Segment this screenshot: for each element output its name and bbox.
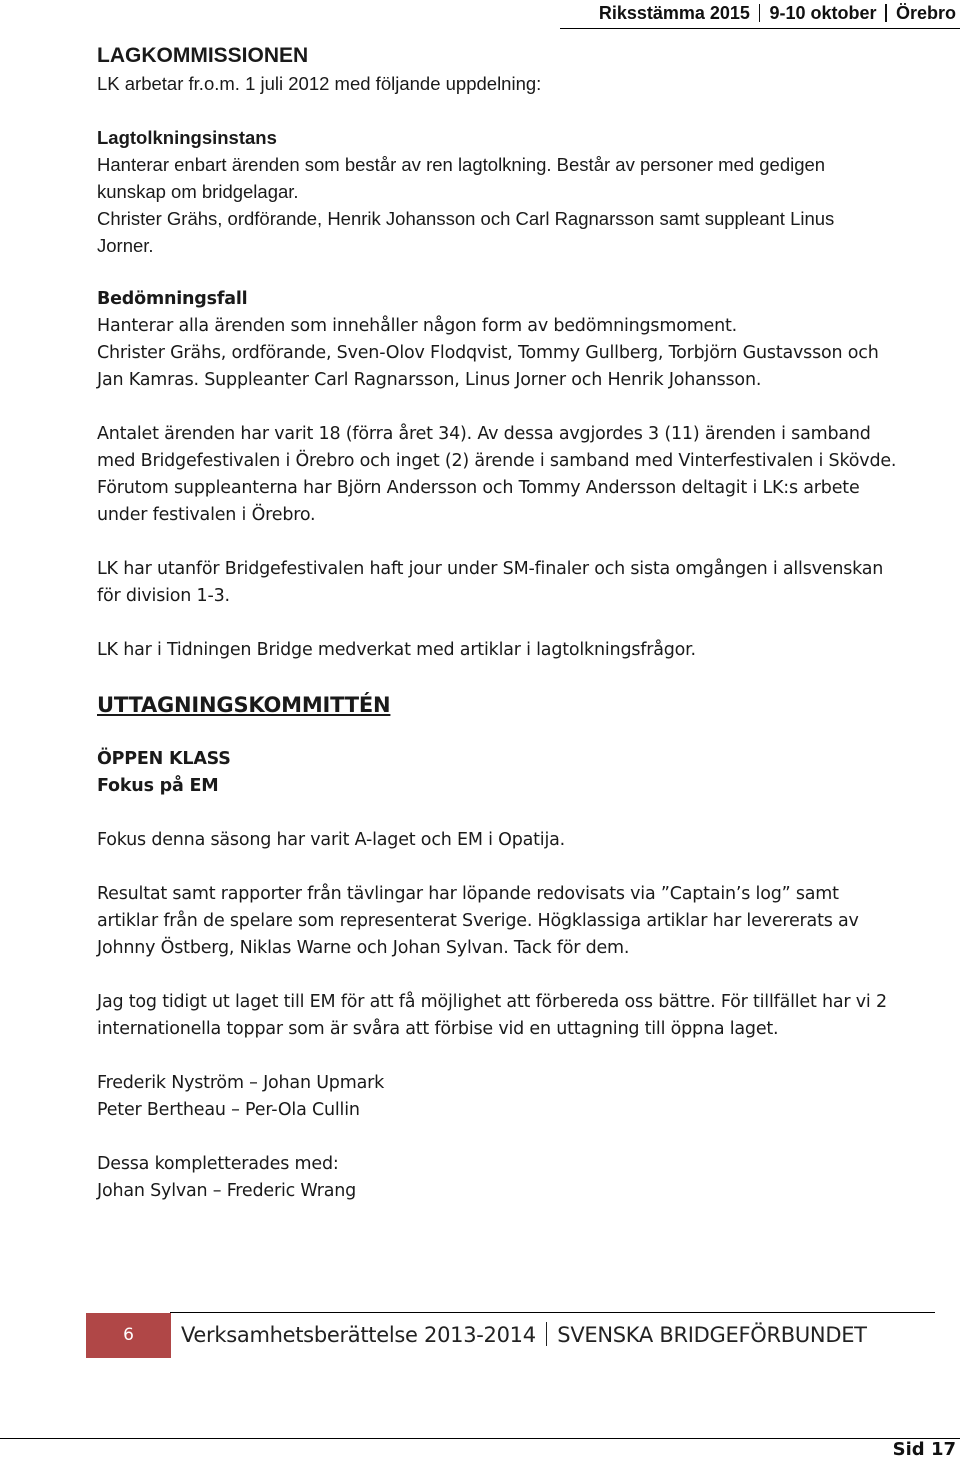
lk-section-body	[97, 259, 937, 1205]
stats-line-3: Förutom suppleanterna har Björn Andersson och Tommy Andersson deltagit i LK:s arbete	[97, 478, 860, 498]
footer-rule	[170, 1312, 935, 1313]
stats-line-4: under festivalen i Örebro.	[97, 505, 316, 525]
bedomning-heading: Bedömningsfall	[97, 289, 248, 309]
stats-line-1: Antalet ärenden har varit 18 (förra året 34). Av dessa avgjordes 3 (11) ärenden i samband	[97, 424, 871, 444]
focus-text: Fokus denna säsong har varit A-laget och EM i Opatija.	[97, 830, 566, 850]
results-line-3: Johnny Östberg, Niklas Warne och Johan Sylvan. Tack för dem.	[97, 938, 630, 958]
footer-separator	[546, 1322, 548, 1346]
tidning-line: LK har i Tidningen Bridge medverkat med artiklar i lagtolkningsfrågor.	[97, 640, 696, 660]
jour-line-1: LK har utanför Bridgefestivalen haft jour under SM-finaler och sista omgången i allsvenskan	[97, 559, 884, 579]
stats-line-2: med Bridgefestivalen i Örebro och inget (2) ärende i samband med Vinterfestivalen i Skövde.	[97, 451, 897, 471]
page-content	[97, 42, 937, 1205]
lk-title: LAGKOMMISSIONEN	[97, 44, 309, 67]
header-separator	[885, 4, 887, 22]
results-line-1: Resultat samt rapporter från tävlingar har löpande redovisats via ”Captain’s log” samt	[97, 884, 839, 904]
lagtolkning-members-2: Jorner.	[97, 235, 154, 256]
footer-org: SVENSKA BRIDGEFÖRBUNDET	[557, 1323, 867, 1347]
header-event: Riksstämma 2015	[598, 3, 750, 23]
lk-intro: LK arbetar fr.o.m. 1 juli 2012 med följande uppdelning:	[97, 73, 542, 94]
team-line-2: internationella toppar som är svåra att förbise vid en uttagning till öppna laget.	[97, 1019, 779, 1039]
results-line-2: artiklar från de spelare som representerat Sverige. Högklassiga artiklar har levererats av	[97, 911, 859, 931]
focus-heading: Fokus på EM	[97, 776, 219, 796]
bedomning-members-2: Jan Kamras. Suppleanter Carl Ragnarsson, Linus Jorner och Henrik Johansson.	[97, 370, 762, 390]
header-place: Örebro	[895, 3, 956, 23]
lagtolkning-text-1: Hanterar enbart ärenden som består av ren lagtolkning. Består av personer med gedigen	[97, 154, 826, 175]
class-heading: ÖPPEN KLASS	[97, 749, 231, 769]
header-separator	[759, 4, 761, 22]
running-header	[599, 3, 956, 24]
team-line-1: Jag tog tidigt ut laget till EM för att få möjlighet att förbereda oss bättre. För tillfället har vi 2	[97, 992, 887, 1012]
bedomning-text: Hanterar alla ärenden som innehåller någon form av bedömningsmoment.	[97, 316, 738, 336]
uk-title: UTTAGNINGSKOMMITTÉN	[97, 693, 391, 717]
header-dates: 9-10 oktober	[769, 3, 877, 23]
bedomning-members-1: Christer Grähs, ordförande, Sven-Olov Flodqvist, Tommy Gullberg, Torbjörn Gustavsson och	[97, 343, 879, 363]
pair-1: Frederik Nyström – Johan Upmark	[97, 1073, 385, 1093]
lagtolkning-members-1: Christer Grähs, ordförande, Henrik Johansson och Carl Ragnarsson samt suppleant Linus	[97, 208, 835, 229]
lk-section-sans	[97, 42, 937, 259]
pair-3: Johan Sylvan – Frederic Wrang	[97, 1181, 357, 1201]
lagtolkning-text-2: kunskap om bridgelagar.	[97, 181, 299, 202]
complement-intro: Dessa kompletterades med:	[97, 1154, 339, 1174]
pair-2: Peter Bertheau – Per-Ola Cullin	[97, 1100, 360, 1120]
header-rule	[560, 28, 960, 29]
bottom-rule	[0, 1438, 960, 1439]
page-number: Sid 17	[892, 1439, 956, 1460]
footer-report: Verksamhetsberättelse 2013-2014	[181, 1323, 536, 1347]
lagtolkning-heading: Lagtolkningsinstans	[97, 127, 277, 148]
footer-title	[181, 1322, 867, 1347]
footer-number-box: 6	[86, 1313, 171, 1358]
jour-line-2: för division 1-3.	[97, 586, 230, 606]
